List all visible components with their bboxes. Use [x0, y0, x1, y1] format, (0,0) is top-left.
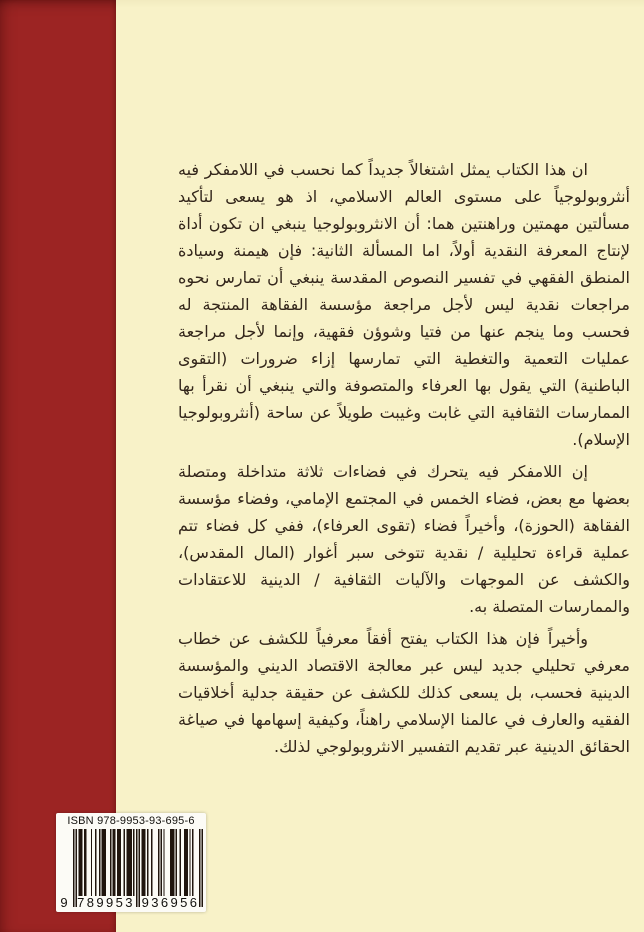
blurb-text-block	[178, 156, 630, 765]
spine-stripe	[0, 0, 116, 932]
blurb-paragraph-1: ان هذا الكتاب يمثل اشتغالاً جديداً كما نحسب في اللامفكر فيه أنثروبولوجياً على مستوى العالم الاسلامي، اذ هو يسعى لتأكيد مسألتين مهمتين وراهنتين هما: أن الانثروبولوجيا ينبغي ان تكون أداة لإنتاج المعرفة النقدية أولاً، اما المسألة الثانية: فإن هيمنة وسيادة المنطق الفقهي في تفسير النصوص المقدسة ينبغي أن تمارس نحوه مراجعات نقدية ليس لأجل مراجعة مؤسسة الفقاهة المنتجة له فحسب وما ينجم عنها من فتيا وشوؤن فقهية، وإنما لأجل مراجعة عمليات التعمية والتغطية التي تمارسها إزاء ضرورات (التقوى الباطنية) التي يقول بها العرفاء والمتصوفة والتي ينبغي أن نقرأ بها الممارسات الثقافية التي غابت وغيبت طويلاً عن ساحة (أنثروبولوجيا الإسلام).	[178, 160, 630, 449]
isbn-label: ISBN 978-9953-93-695-6	[67, 815, 195, 827]
blurb-paragraph-2: إن اللامفكر فيه يتحرك في فضاءات ثلاثة متداخلة ومتصلة بعضها مع بعض، فضاء الخمس في المجتمع الإمامي، وفضاء مؤسسة الفقاهة (الحوزة)، وأخيراً فضاء (تقوى العرفاء)، ففي كل فضاء تتم عملية قراءة تحليلية / نقدية تتوخى سبر أغوار (المال المقدس)، والكشف عن الموجهات والآليات الثقافية / الدينية للاعتقادات والممارسات المتصلة به.	[178, 462, 630, 616]
barcode-digits-group2: 936956	[141, 895, 200, 910]
barcode-digits-group1: 789953	[77, 895, 135, 910]
blurb-paragraph-3: وأخيراً فإن هذا الكتاب يفتح أفقاً معرفياً للكشف عن خطاب معرفي تحليلي جديد ليس عبر معالجة الاقتصاد الديني والمؤسسة الدينية فحسب، بل يسعى كذلك للكشف عن حقيقة جدلية أخلاقيات الفقيه والعارف في عالمنا الإسلامي راهناً، وكيفية إسهامها في صياغة الحقائق الدينية عبر تقديم التفسير الانثروبولوجي لذلك.	[178, 629, 630, 756]
isbn-barcode-panel	[56, 813, 206, 912]
barcode-digit-lead: 9	[60, 895, 68, 910]
